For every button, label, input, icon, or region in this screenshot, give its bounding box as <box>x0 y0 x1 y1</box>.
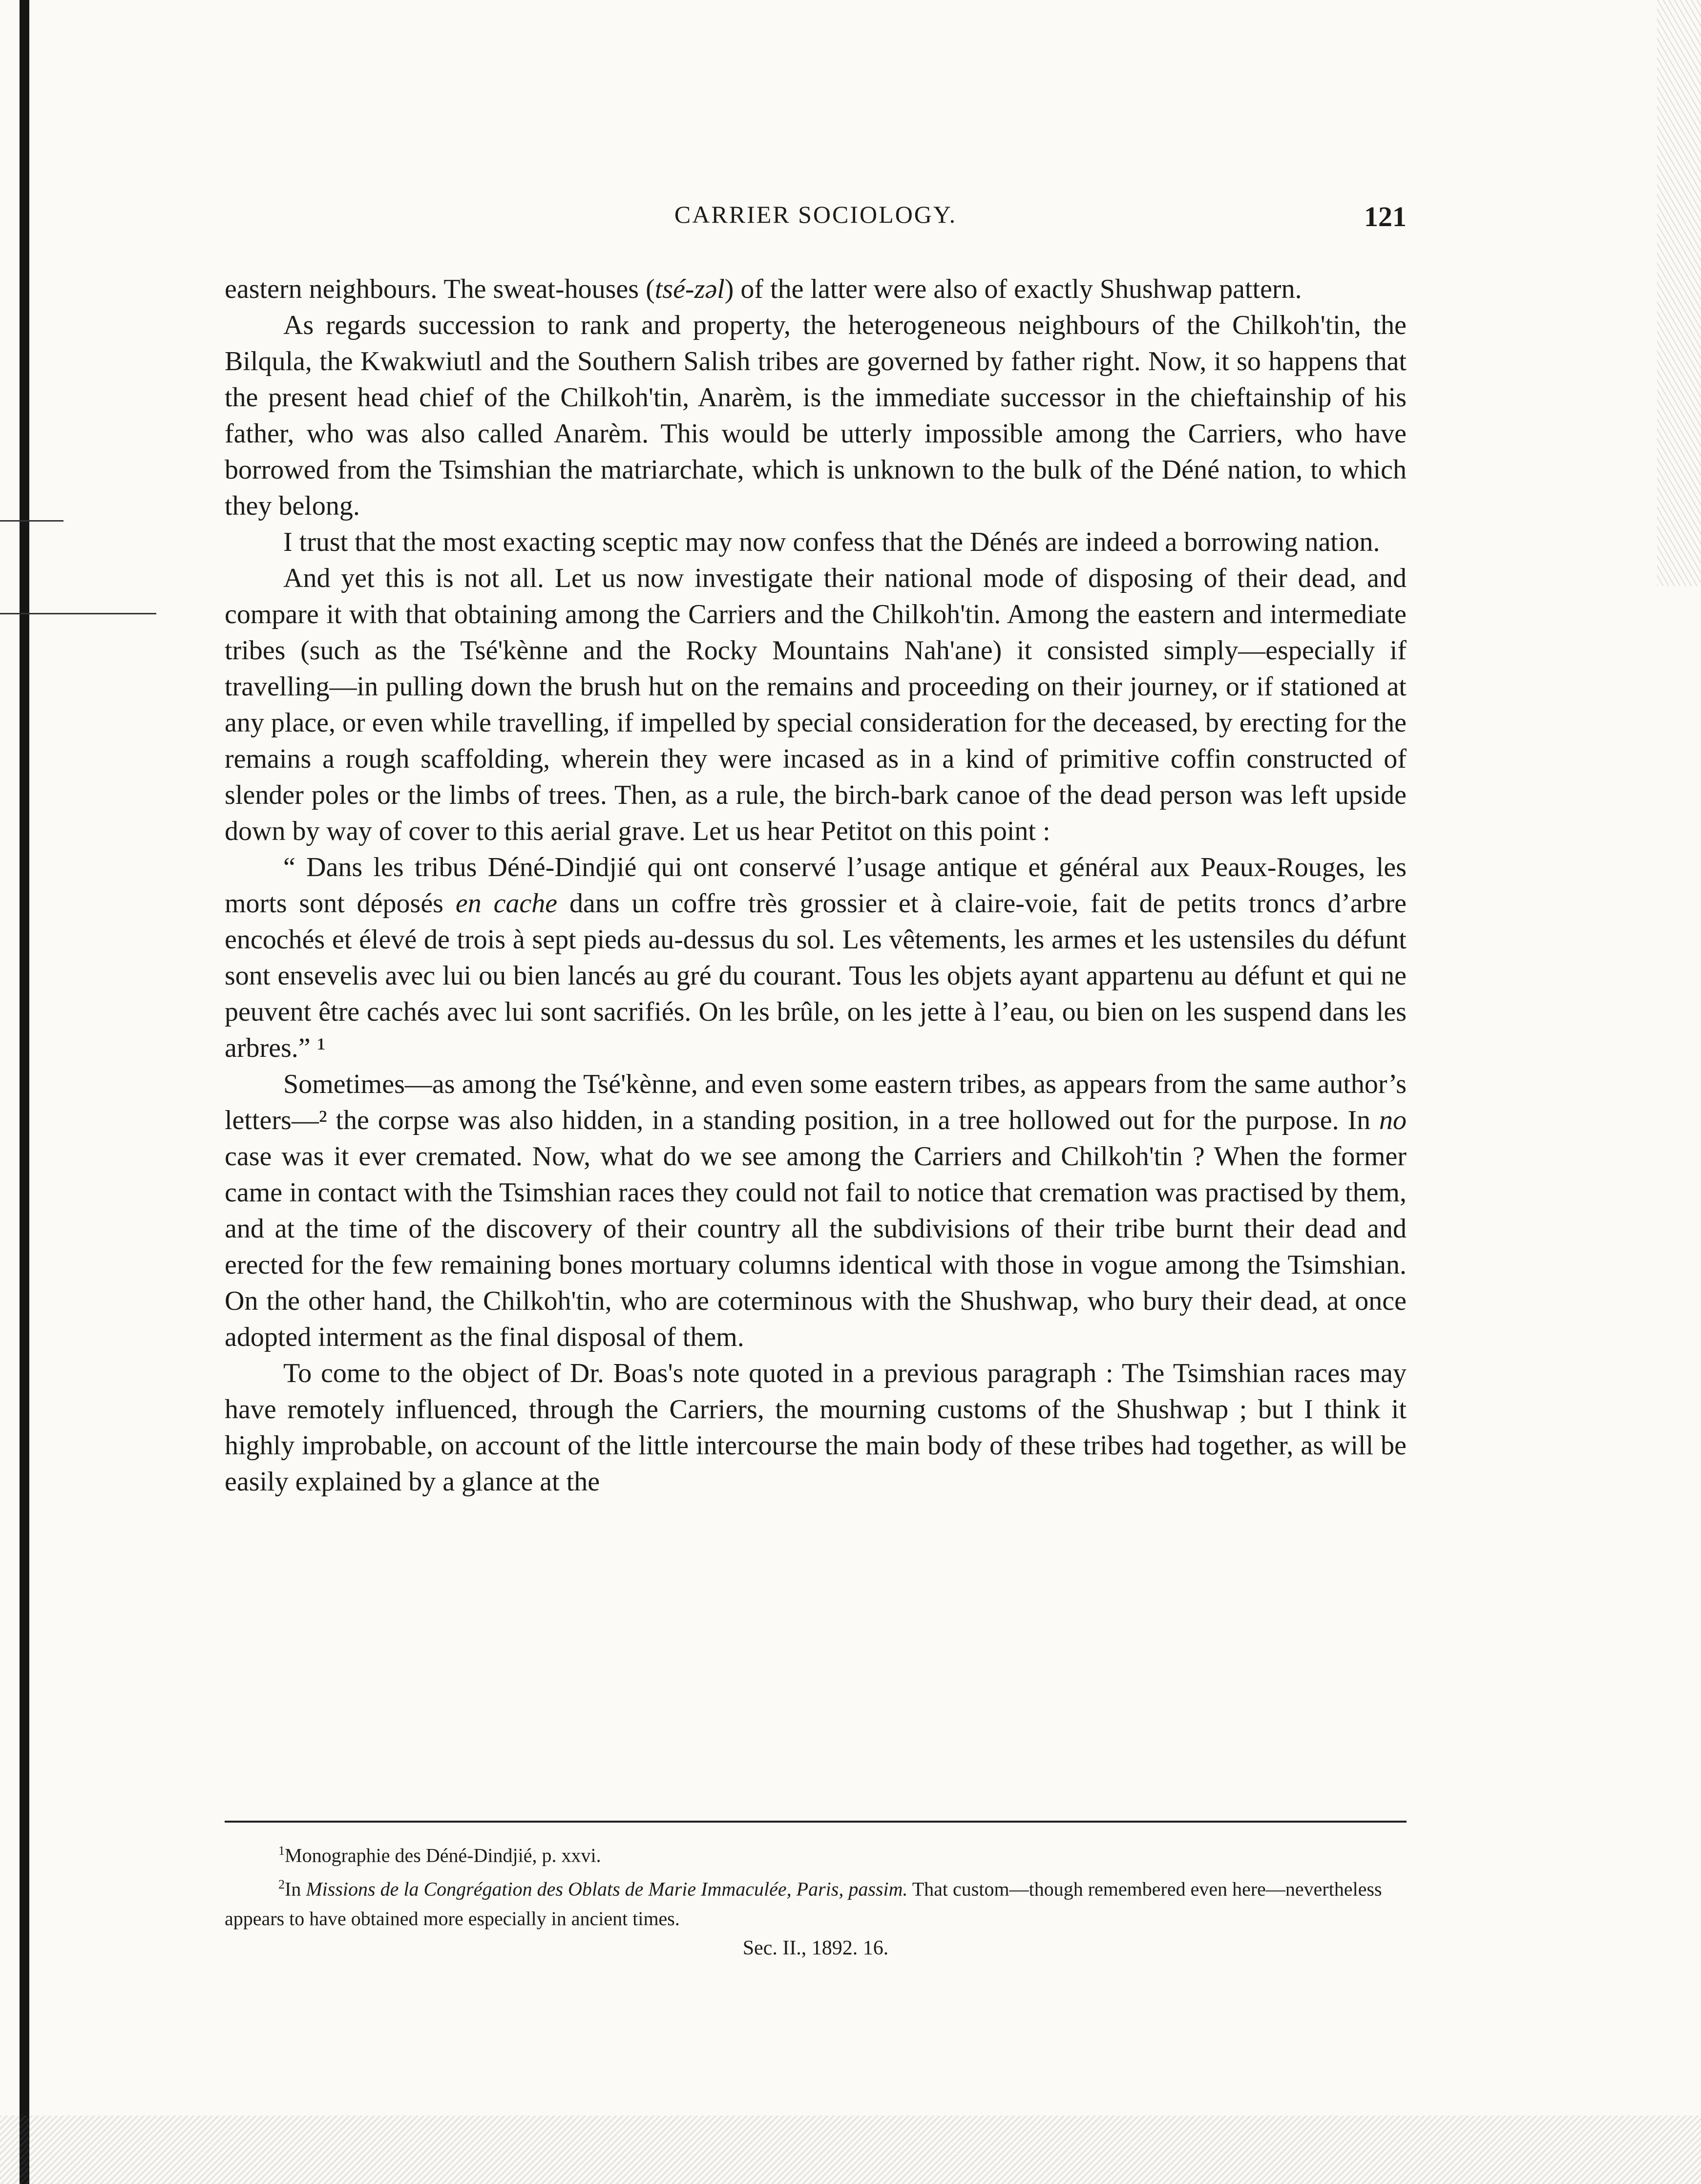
italic-text: no <box>1379 1105 1407 1135</box>
margin-mark <box>0 520 63 522</box>
running-title: CARRIER SOCIOLOGY. <box>674 201 957 228</box>
footnote: $^1$Monographie des Déné-Dindjié, p. xxvi. <box>278 1844 601 1867</box>
italic-text: Missions de la Congrégation des Oblats de Marie Immaculée, Paris, passim. <box>306 1878 908 1900</box>
footnote-marker: 1 <box>278 1844 285 1858</box>
signature-mark: Sec. II., 1892. 16. <box>742 1937 889 1959</box>
footnote: $^2$In Missions de la Congrégation des Oblats de Marie Immaculée, Paris, passim. That custom—though remembered even here—nevertheless appears to have obtained more especially in ancient times. <box>225 1877 1382 1930</box>
binding-edge <box>20 0 29 2184</box>
footnote-rule <box>225 1821 1407 1823</box>
italic-text: tsé-zəl <box>654 274 725 304</box>
paragraph: As regards succession to rank and property, the heterogeneous neighbours of the Chilkoh'tin, the Bilqula, the Kwakwiutl and the Southern Salish tribes are governed by father right. Now, it so happens that the present head chief of the Chilkoh'tin, Anarèm, is the immediate successor in the chieftainship of his father, who was also called Anarèm. This would be utterly impossible among the Carriers, who have borrowed from the Tsimshian the matriarchate, which is unknown to the bulk of the Déné nation, to which they belong. <box>225 310 1407 521</box>
page-header <box>225 200 1407 244</box>
footnote-marker: 2 <box>278 1877 285 1892</box>
italic-text: en cache <box>455 888 558 919</box>
scan-noise-bottom <box>0 2116 1701 2184</box>
margin-mark <box>0 613 156 614</box>
paragraph: Sometimes—as among the Tsé'kènne, and even some eastern tribes, as appears from the same author’s letters—² the corpse was also hidden, in a standing position, in a tree hollowed out for the purpose. In no case was it ever cremated. Now, what do we see among the Carriers and Chilkoh'tin ? When the former came in contact with the Tsimshian races they could not fail to notice that cremation was practised by them, and at the time of the discovery of their country all the subdivisions of their tribe burnt their dead and erected for the few remaining bones mortuary columns identical with those in vogue among the Tsimshian. On the other hand, the Chilkoh'tin, who are coterminous with the Shushwap, who bury their dead, at once adopted interment as the final disposal of them. <box>225 1069 1407 1352</box>
paragraph: “ Dans les tribus Déné-Dindjié qui ont conservé l’usage antique et général aux Peaux-Rouges, les morts sont déposés en cache dans un coffre très grossier et à claire-voie, fait de petits troncs d’arbre encochés et élevé de trois à sept pieds au-dessus du sol. Les vêtements, les armes et les ustensiles du défunt sont ensevelis avec lui ou bien lancés au gré du courant. Tous les objets ayant appartenu au défunt et qui ne peuvent être cachés avec lui sont sacrifiés. On les brûle, on les jette à l’eau, ou bien on les suspend dans les arbres.” ¹ <box>225 852 1407 1063</box>
paragraph: eastern neighbours. The sweat-houses (tsé-zəl) of the latter were also of exactly Shushwap pattern. <box>225 274 1302 304</box>
paragraph: And yet this is not all. Let us now investigate their national mode of disposing of their dead, and compare it with that obtaining among the Carriers and the Chilkoh'tin. Among the eastern and intermediate tribes (such as the Tsé'kènne and the Rocky Mountains Nah'ane) it consisted simply—especially if travelling—in pulling down the brush hut on the remains and proceeding on their journey, or if stationed at any place, or even while travelling, if impelled by special consideration for the deceased, by erecting for the remains a rough scaffolding, wherein they were incased as in a kind of primitive coffin constructed of slender poles or the limbs of trees. Then, as a rule, the birch-bark canoe of the dead person was left upside down by way of cover to this aerial grave. Let us hear Petitot on this point : <box>225 563 1407 846</box>
footnotes <box>225 1836 1407 1933</box>
page-number: 121 <box>1364 201 1407 232</box>
scan-noise-right <box>1657 0 1701 586</box>
body-text <box>225 271 1407 1500</box>
paragraph: I trust that the most exacting sceptic may now confess that the Dénés are indeed a borrowing nation. <box>283 527 1380 557</box>
paragraph: To come to the object of Dr. Boas's note quoted in a previous paragraph : The Tsimshian races may have remotely influenced, through the Carriers, the mourning customs of the Shushwap ; but I think it highly improbable, on account of the little intercourse the main body of these tribes had together, as will be easily explained by a glance at the <box>225 1358 1407 1497</box>
